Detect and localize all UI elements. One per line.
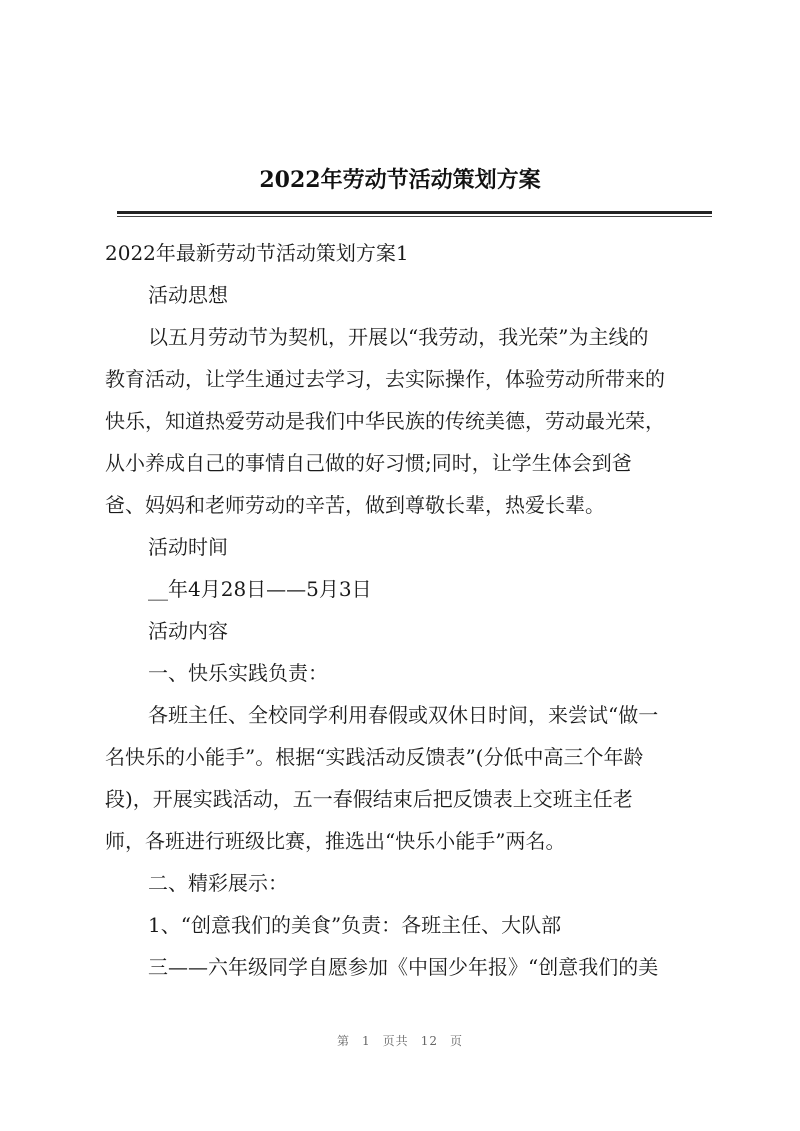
footer-prefix: 第: [337, 1034, 351, 1048]
activity-date-range: __年4月28日——5月3日: [148, 577, 372, 601]
paragraph-line: 各班主任、全校同学利用春假或双休日时间，来尝试“做一: [148, 703, 659, 727]
title-rule-thick: [117, 211, 712, 214]
footer-total-pages: 12: [420, 1034, 438, 1048]
subheading-activity-idea: 活动思想: [148, 283, 228, 307]
paragraph-line: 快乐，知道热爱劳动是我们中华民族的传统美德，劳动最光荣，: [105, 409, 665, 433]
paragraph-line: 从小养成自己的事情自己做的好习惯;同时，让学生体会到爸: [105, 451, 632, 475]
footer-suffix: 页: [449, 1034, 463, 1048]
document-title: 2022年劳动节活动策划方案: [259, 167, 541, 193]
paragraph-line: 三——六年级同学自愿参加《中国少年报》“创意我们的美: [148, 955, 659, 979]
subheading-activity-time: 活动时间: [148, 535, 228, 559]
subheading-activity-content: 活动内容: [148, 619, 228, 643]
title-rule-thin: [117, 216, 712, 217]
item-heading-1: 一、快乐实践负责：: [148, 661, 328, 685]
item-heading-2: 二、精彩展示：: [148, 871, 288, 895]
paragraph-line: 师，各班进行班级比赛，推选出“快乐小能手”两名。: [105, 829, 566, 853]
sub-item-1: 1、“创意我们的美食”负责：各班主任、大队部: [148, 913, 562, 937]
footer-page-number: 1: [362, 1034, 371, 1048]
section-heading: 2022年最新劳动节活动策划方案1: [105, 241, 409, 265]
page-footer: [0, 1032, 800, 1049]
footer-middle: 页共: [382, 1034, 409, 1048]
paragraph-line: 名快乐的小能手”。根据“实践活动反馈表”(分低中高三个年龄: [105, 745, 644, 769]
paragraph-line: 爸、妈妈和老师劳动的辛苦，做到尊敬长辈，热爱长辈。: [105, 493, 605, 517]
paragraph-line: 以五月劳动节为契机，开展以“我劳动，我光荣”为主线的: [148, 325, 649, 349]
paragraph-line: 教育活动，让学生通过去学习，去实际操作，体验劳动所带来的: [105, 367, 665, 391]
paragraph-line: 段)，开展实践活动，五一春假结束后把反馈表上交班主任老: [105, 787, 633, 811]
